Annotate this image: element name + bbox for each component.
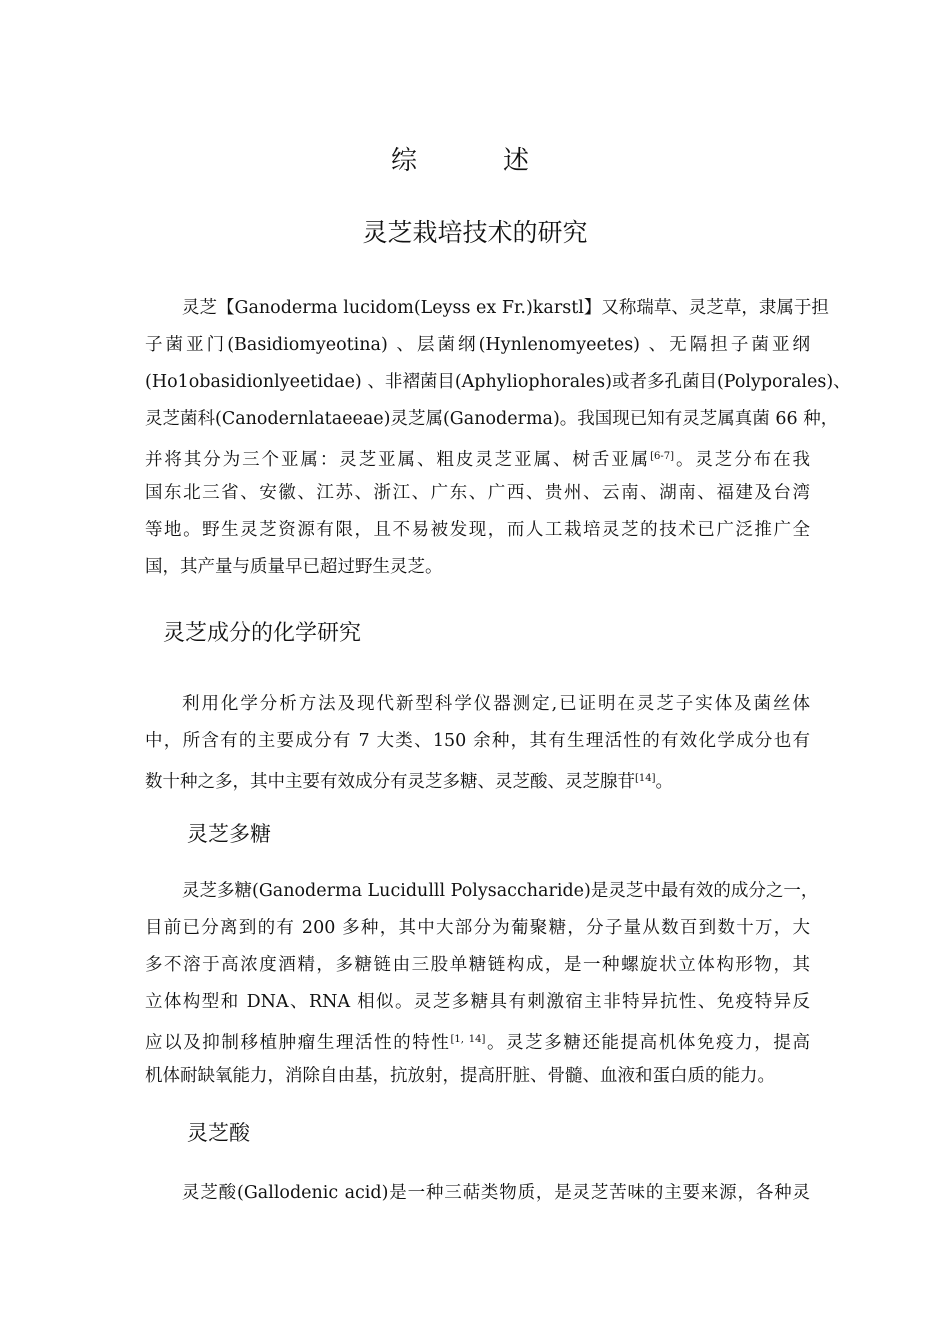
review-heading: 综 述 [390,146,559,176]
citation: [1, 14] [450,1034,486,1045]
text-line: 灵芝【Ganoderma lucidom(Leyss ex Fr.)karstl】又称瑞草、灵芝草，隶属于担 [182,298,829,318]
text-line [145,1021,810,1058]
text-segment: 应以及抑制移植肿瘤生理活性的特性 [145,1033,451,1053]
text-line: 立体构型和 DNA、RNA 相似。灵芝多糖具有刺激宿主非特异抗性、免疫特异反 [145,992,810,1012]
subsection-paragraph [145,1175,810,1212]
text-line: 多不溶于高浓度酒精，多糖链由三股单糖链构成，是一种螺旋状立体构形物，其 [145,955,810,975]
subsection-paragraph [145,873,819,1095]
text-line: 机体耐缺氧能力，消除自由基，抗放射，提高肝脏、骨髓、血液和蛋白质的能力。 [145,1066,775,1086]
section-heading: 灵芝成分的化学研究 [163,621,362,646]
text-segment: 数十种之多，其中主要有效成分有灵芝多糖、灵芝酸、灵芝腺苷 [145,772,635,792]
text-line: 灵芝菌科(Canodernlataeeae)灵芝属(Ganoderma)。我国现已知有灵芝属真菌 66 种， [145,409,839,429]
subsection-heading: 灵芝酸 [187,1121,250,1145]
intro-paragraph [145,290,851,586]
citation: [6-7] [650,451,675,462]
section-paragraph [145,686,810,797]
text-line: 中，所含有的主要成分有 7 大类、150 余种，其有生理活性的有效化学成分也有 [145,731,810,751]
text-line: 目前已分离到的有 200 多种，其中大部分为葡聚糖，分子量从数百到数十万，大 [145,918,810,938]
text-line: 子菌亚门(Basidiomyeotina) 、层菌纲(Hynlenomyeetes) 、无隔担子菌亚纲 [145,335,810,355]
text-line: 国，其产量与质量早已超过野生灵芝。 [145,557,443,577]
subsection-heading: 灵芝多糖 [187,822,271,846]
article-title: 灵芝栽培技术的研究 [362,218,588,247]
text-line: 灵芝多糖(Ganoderma Lucidulll Polysaccharide)是灵芝中最有效的成分之一， [182,881,819,901]
text-line [145,438,810,475]
text-segment: 。灵芝分布在我 [674,450,811,470]
text-line: 等地。野生灵芝资源有限，且不易被发现，而人工栽培灵芝的技术已广泛推广全 [145,520,810,540]
text-line: 利用化学分析方法及现代新型科学仪器测定,已证明在灵芝子实体及菌丝体 [182,694,810,714]
citation: [14] [635,773,656,784]
text-line: 国东北三省、安徽、江苏、浙江、广东、广西、贵州、云南、湖南、福建及台湾 [145,483,810,503]
text-line: 灵芝酸(Gallodenic acid)是一种三萜类物质，是灵芝苦味的主要来源，各种灵 [182,1183,810,1203]
text-segment: 。灵芝多糖还能提高机体免疫力，提高 [485,1033,810,1053]
text-line: (Ho1obasidionlyeetidae) 、非褶菌目(Aphyliophorales)或者多孔菌目(Polyporales)、 [145,372,851,392]
text-segment: 。 [655,772,674,792]
text-segment: 并将其分为三个亚属：灵芝亚属、粗皮灵芝亚属、树舌亚属 [145,450,651,470]
text-line [145,760,810,797]
